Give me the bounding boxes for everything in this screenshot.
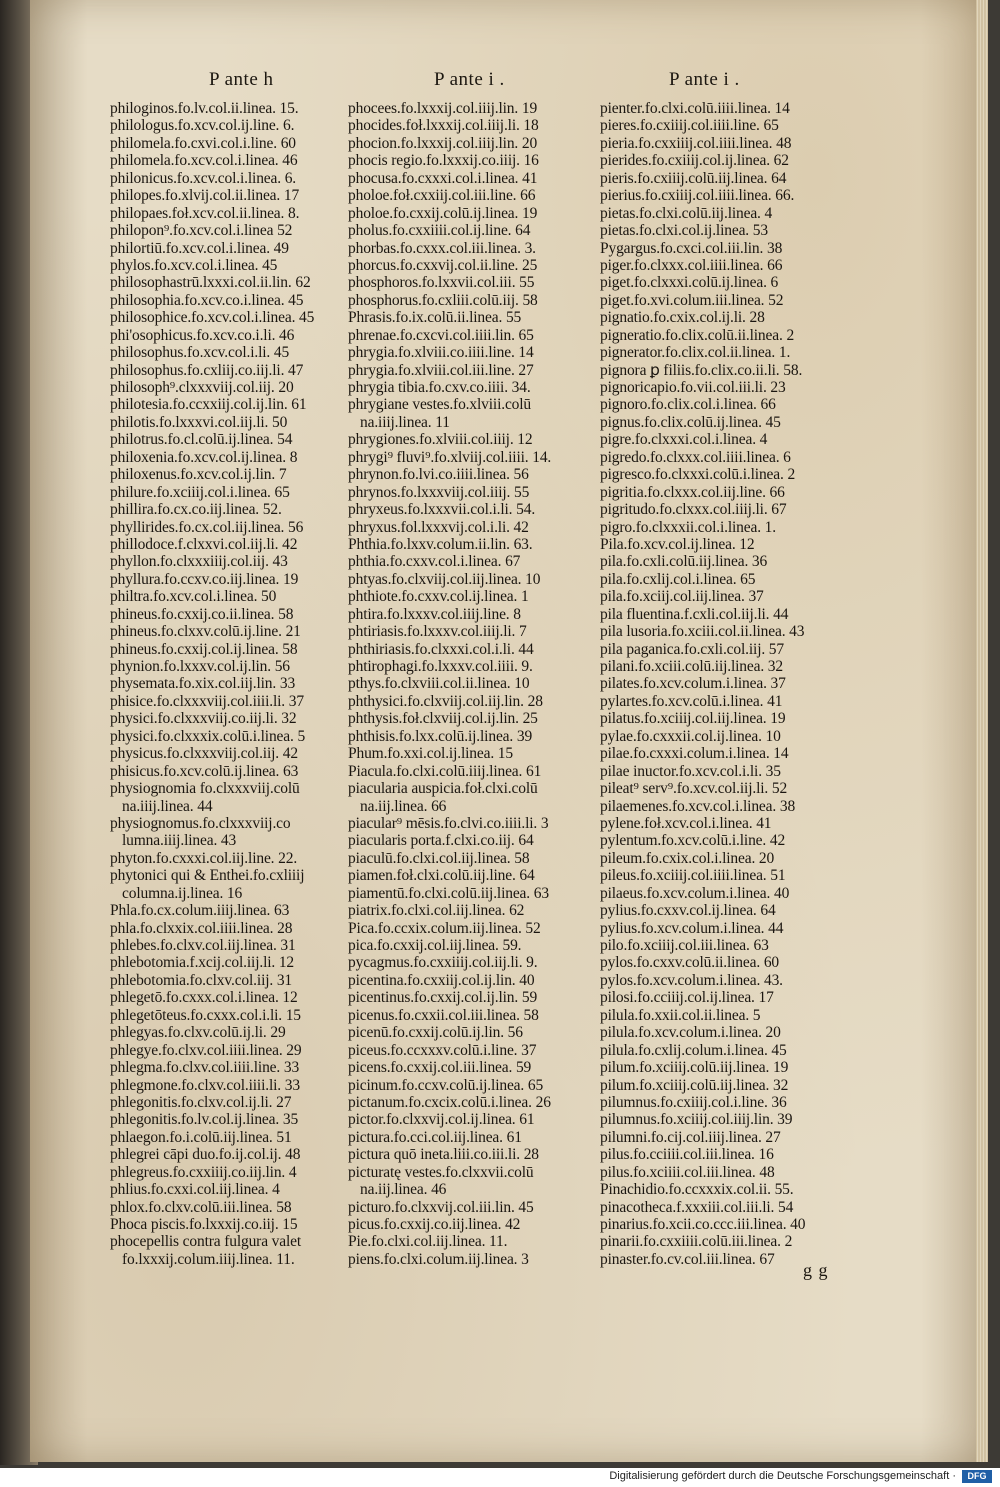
index-entry: phrynon.fo.lvi.co.iiii.linea. 56 (348, 466, 529, 484)
index-entry: pilula.fo.cxlij.colum.i.linea. 45 (600, 1041, 787, 1059)
index-entry: phyton.fo.cxxxi.col.iij.line. 22. (110, 849, 298, 867)
index-entry: phtyas.fo.clxviij.col.iij.linea. 10 (348, 570, 541, 588)
index-entry: piaculū.fo.clxi.col.iij.linea. 58 (348, 849, 530, 867)
index-entry: na.iiij.linea. 11 (360, 413, 450, 431)
index-entry: phryxus.fol.lxxxvij.col.i.li. 42 (348, 518, 529, 536)
index-entry: pictor.fo.clxxvij.col.ij.linea. 61 (348, 1111, 535, 1129)
index-entry: fo.lxxxij.colum.iiij.linea. 11. (122, 1250, 295, 1268)
index-entry: philopon⁹.fo.xcv.col.i.linea 52 (110, 222, 293, 240)
index-entry: phocepellis contra fulgura valet (110, 1233, 302, 1251)
index-entry: pienter.fo.clxi.colū.iiii.linea. 14 (600, 100, 790, 117)
index-entry: phlegyas.fo.clxv.colū.ij.li. 29 (110, 1024, 286, 1042)
index-entry: phorcus.fo.cxxvij.col.ii.line. 25 (348, 256, 538, 274)
index-entry: pylius.fo.xcv.colum.i.linea. 44 (600, 919, 784, 937)
page-edge (976, 0, 988, 1462)
index-entry: phlox.fo.clxv.colū.iii.linea. 58 (110, 1198, 292, 1216)
index-entry: pilo.fo.xciiij.col.iii.linea. 63 (600, 937, 769, 954)
index-entry: pignoro.fo.clix.col.i.linea. 66 (600, 396, 776, 414)
index-entry: philosophice.fo.xcv.col.i.linea. 45 (110, 309, 315, 327)
index-entry: na.iiij.linea. 44 (122, 797, 213, 815)
index-entry: pilae inuctor.fo.xcv.col.i.li. 35 (600, 762, 781, 780)
column-header-1: P ante h (209, 69, 274, 90)
index-entry: pylentum.fo.xcv.colū.i.line. 42 (600, 832, 786, 850)
index-entry: philoxenia.fo.xcv.col.ij.linea. 8 (110, 448, 298, 466)
index-entry: philonicus.fo.xcv.col.i.linea. 6. (110, 169, 297, 187)
index-entry: physemata.fo.xix.col.iij.lin. 33 (110, 675, 296, 693)
index-entry: pilaemenes.fo.xcv.col.i.linea. 38 (600, 797, 796, 815)
index-entry: pica.fo.cxxij.col.iij.linea. 59. (348, 937, 522, 954)
index-entry: philosophia.fo.xcv.co.i.linea. 45 (110, 291, 304, 309)
index-entry: pilumnus.fo.cxiiij.col.i.line. 36 (600, 1093, 787, 1111)
index-entry: phlegetōteus.fo.cxxx.col.i.li. 15 (110, 1006, 301, 1024)
index-entry: phylos.fo.xcv.col.i.linea. 45 (110, 256, 278, 274)
index-entry: pilum.fo.xciiij.colū.iij.linea. 32 (600, 1076, 789, 1094)
index-entry: phlegma.fo.clxv.col.iiii.line. 33 (110, 1059, 300, 1077)
index-entry: pila.fo.xciij.col.iij.linea. 37 (600, 588, 764, 606)
index-entry: pilates.fo.xcv.colum.i.linea. 37 (600, 675, 786, 693)
index-entry: picentina.fo.cxxiij.col.ij.lin. 40 (348, 971, 535, 989)
index-entry: phineus.fo.clxxv.colū.ij.line. 21 (110, 623, 301, 641)
index-entry: pileus.fo.xciiij.col.iiii.linea. 51 (600, 867, 786, 885)
index-entry: na.iij.linea. 66 (360, 797, 447, 815)
index-entry: Pie.fo.clxi.col.iij.linea. 11. (348, 1233, 508, 1251)
index-entry: philopaes.foł.xcv.col.ii.linea. 8. (110, 204, 300, 222)
index-entry: pholoe.fo.cxxij.colū.ij.linea. 19 (348, 204, 538, 222)
index-entry: phrygiane vestes.fo.xlviii.colū (348, 396, 532, 414)
index-entry: pylartes.fo.xcv.colū.i.linea. 41 (600, 692, 783, 710)
index-entry: picenus.fo.cxxii.col.iii.linea. 58 (348, 1006, 539, 1024)
index-entry: pilosi.fo.cciiij.col.ij.linea. 17 (600, 989, 774, 1007)
index-entry: pieres.fo.cxiiij.col.iiii.line. 65 (600, 117, 779, 135)
index-entry: philosophus.fo.cxliij.co.iij.li. 47 (110, 361, 304, 379)
index-entry: philopes.fo.xlvij.col.ii.linea. 17 (110, 187, 300, 205)
index-entry: columna.ij.linea. 16 (122, 884, 243, 902)
index-entry: pilatus.fo.xciiij.col.iij.linea. 19 (600, 710, 786, 728)
index-entry: Phthia.fo.lxxv.colum.ii.lin. 63. (348, 535, 533, 553)
index-entry: pylene.foł.xcv.col.i.linea. 41 (600, 814, 772, 832)
index-entry: phlegreus.fo.cxxiiij.co.iij.lin. 4 (110, 1163, 297, 1181)
index-entry: pylius.fo.cxxv.col.ij.linea. 64 (600, 902, 776, 920)
index-entry: pinarius.fo.xcii.co.ccc.iii.linea. 40 (600, 1216, 806, 1233)
index-entry: pigneratio.fo.clix.colū.ii.linea. 2 (600, 326, 795, 344)
index-entry: piamen.foł.clxi.colū.iij.line. 64 (348, 867, 535, 885)
index-entry: phillodoce.f.clxxvi.col.iij.li. 42 (110, 535, 298, 553)
index-entry: picturatę vestes.fo.clxxvii.colū (348, 1163, 534, 1181)
index-entry: phlegmone.fo.clxv.col.iiii.li. 33 (110, 1076, 300, 1094)
index-column-1 (110, 100, 365, 1268)
index-entry: phlegonitis.fo.clxv.col.ij.li. 27 (110, 1093, 292, 1111)
index-entry: phlius.fo.cxxi.col.iij.linea. 4 (110, 1181, 280, 1199)
index-entry: phisicus.fo.xcv.colū.ij.linea. 63 (110, 762, 299, 780)
index-entry: pycagmus.fo.cxxiiij.col.iij.li. 9. (348, 954, 538, 972)
index-entry: pylae.fo.cxxxii.col.ij.linea. 10 (600, 727, 781, 745)
index-entry: pignoricapio.fo.vii.col.iii.li. 23 (600, 379, 786, 396)
index-entry: piatrix.fo.clxi.col.iij.linea. 62 (348, 902, 525, 920)
index-entry: pilula.fo.xcv.colum.i.linea. 20 (600, 1024, 781, 1042)
index-entry: phrynos.fo.lxxxviij.col.iiij. 55 (348, 483, 530, 501)
index-entry: phthia.fo.cxxv.col.i.linea. 67 (348, 553, 521, 571)
signature-mark: g g (803, 1260, 829, 1280)
index-entry: phlebotomia.f.xcij.col.iij.li. 12 (110, 954, 295, 972)
index-entry: pylos.fo.xcv.colum.i.linea. 43. (600, 971, 783, 989)
index-entry: piger.fo.clxxx.col.iiii.linea. 66 (600, 256, 783, 274)
index-entry: phlaegon.fo.i.colū.iij.linea. 51 (110, 1128, 292, 1146)
index-entry: pigro.fo.clxxxii.col.i.linea. 1. (600, 518, 776, 536)
index-entry: philomela.fo.xcv.col.i.linea. 46 (110, 152, 298, 170)
index-entry: piacular⁹ mēsis.fo.clvi.co.iiii.li. 3 (348, 814, 549, 832)
dfg-logo: DFG (962, 1470, 992, 1483)
index-entry: pileat⁹ serv⁹.fo.xcv.col.iij.li. 52 (600, 780, 788, 798)
index-entry: pholus.fo.cxxiiii.col.ij.line. 64 (348, 222, 531, 240)
book-page (30, 0, 988, 1462)
index-entry: philortiū.fo.xcv.col.i.linea. 49 (110, 239, 289, 257)
index-entry: phlegonitis.fo.lv.col.ij.linea. 35 (110, 1111, 299, 1129)
index-entry: pila paganica.fo.cxli.col.iij. 57 (600, 640, 785, 658)
index-entry: phocion.fo.lxxxij.col.iiij.lin. 20 (348, 134, 538, 152)
index-entry: picens.fo.cxxij.col.iii.linea. 59 (348, 1059, 532, 1077)
index-entry: physiognomus.fo.clxxxviij.co (110, 814, 291, 832)
index-entry: pilaeus.fo.xcv.colum.i.linea. 40 (600, 884, 790, 902)
index-entry: phrygia.fo.xlviii.co.iiii.line. 14 (348, 344, 534, 362)
index-entry: phthisis.fo.lxx.colū.ij.linea. 39 (348, 727, 533, 745)
index-entry: philoginos.fo.lv.col.ii.linea. 15. (110, 100, 299, 117)
index-entry: phrygi⁹ fluvi⁹.fo.xlviij.col.iiii. 14. (348, 448, 552, 466)
index-entry: phrenae.fo.cxcvi.col.iiii.lin. 65 (348, 326, 534, 344)
index-entry: phthysis.foł.clxviij.col.ij.lin. 25 (348, 710, 538, 728)
index-entry: pigritudo.fo.clxxx.col.iiij.li. 67 (600, 501, 787, 519)
index-entry: piget.fo.xvi.colum.iii.linea. 52 (600, 291, 784, 309)
index-entry: philoxenus.fo.xcv.col.ij.lin. 7 (110, 466, 287, 484)
index-entry: Pinachidio.fo.ccxxxix.col.ii. 55. (600, 1181, 794, 1199)
column-header-3: P ante i . (669, 69, 740, 90)
index-entry: philtra.fo.xcv.col.i.linea. 50 (110, 588, 277, 606)
index-entry: phytonici qui & Enthei.fo.cxliiij (110, 867, 305, 885)
index-entry: phrygiones.fo.xlviii.col.iiij. 12 (348, 431, 533, 449)
index-entry: pietas.fo.clxi.colū.iij.linea. 4 (600, 204, 773, 222)
index-entry: pictura.fo.cci.col.iij.linea. 61 (348, 1128, 522, 1146)
index-column-3 (600, 100, 855, 1268)
index-entry: phocides.foł.lxxxij.col.iiij.li. 18 (348, 117, 539, 135)
index-entry: pila.fo.cxlij.col.i.linea. 65 (600, 570, 756, 588)
index-entry: pila fluentina.f.cxli.col.iij.li. 44 (600, 605, 789, 623)
index-entry: phynion.fo.lxxxv.col.ij.lin. 56 (110, 658, 290, 675)
index-entry: Pica.fo.ccxix.colum.iij.linea. 52 (348, 919, 541, 937)
index-entry: picenū.fo.cxxij.colū.ij.lin. 56 (348, 1024, 523, 1042)
index-entry: philosophastrū.lxxxi.col.ii.lin. 62 (110, 274, 311, 292)
index-entry: pilula.fo.xxii.col.ii.linea. 5 (600, 1006, 761, 1024)
index-entry: pictura quō ineta.liii.co.iii.li. 28 (348, 1146, 539, 1164)
footer-text: Digitalisierung gefördert durch die Deutsche Forschungsgemeinschaft · (609, 1470, 956, 1482)
index-entry: piacularis porta.f.clxi.co.iij. 64 (348, 832, 534, 850)
index-entry: phi'osophicus.fo.xcv.co.i.li. 46 (110, 326, 295, 344)
index-entry: physiognomia fo.clxxxviij.colū (110, 780, 300, 798)
index-entry: phlebotomia.fo.clxv.col.iij. 31 (110, 971, 293, 989)
index-entry: pignus.fo.clix.colū.ij.linea. 45 (600, 413, 781, 431)
index-entry: phryxeus.fo.lxxxvii.col.i.li. 54. (348, 501, 536, 519)
index-entry: physici.fo.clxxxviij.co.iij.li. 32 (110, 710, 297, 728)
index-entry: pylos.fo.cxxv.colū.ii.linea. 60 (600, 954, 780, 972)
index-entry: pigresco.fo.clxxxi.colū.i.linea. 2 (600, 466, 796, 484)
index-entry: piacularia auspicia.foł.clxi.colū (348, 780, 538, 798)
index-entry: phillira.fo.cx.co.iij.linea. 52. (110, 501, 282, 519)
index-entry: picentinus.fo.cxxij.col.ij.lin. 59 (348, 989, 538, 1007)
index-entry: phosphoros.fo.lxxvii.col.iii. 55 (348, 274, 535, 292)
index-entry: Phrasis.fo.ix.colū.ii.linea. 55 (348, 309, 522, 327)
index-entry: phocees.fo.lxxxij.col.iiij.lin. 19 (348, 100, 538, 117)
index-entry: philotis.fo.lxxxvi.col.iij.li. 50 (110, 413, 288, 431)
index-entry: philosophus.fo.xcv.col.i.li. 45 (110, 344, 290, 362)
index-entry: pieria.fo.cxxiiij.col.iiii.linea. 48 (600, 134, 792, 152)
index-entry: picinum.fo.ccxv.colū.ij.linea. 65 (348, 1076, 544, 1094)
index-entry: pierius.fo.cxiiij.col.iiii.linea. 66. (600, 187, 795, 205)
index-entry: picturo.fo.clxxvij.col.iii.lin. 45 (348, 1198, 534, 1216)
index-entry: piceus.fo.ccxxxv.colū.i.line. 37 (348, 1041, 537, 1059)
index-entry: Pila.fo.xcv.col.ij.linea. 12 (600, 535, 755, 553)
index-entry: pignerator.fo.clix.col.ii.linea. 1. (600, 344, 791, 362)
index-entry: Piacula.fo.clxi.colū.iiij.linea. 61 (348, 762, 542, 780)
index-entry: philosoph⁹.clxxxviij.col.iij. 20 (110, 379, 294, 396)
index-entry: phtiriasis.fo.lxxxv.col.iiij.li. 7 (348, 623, 527, 641)
index-entry: pthys.fo.clxviii.col.ii.linea. 10 (348, 675, 530, 693)
index-entry: philologus.fo.xcv.col.ij.line. 6. (110, 117, 295, 135)
index-entry: phtira.fo.lxxxv.col.iiij.line. 8 (348, 605, 521, 623)
index-entry: pinarii.fo.cxxiiii.colū.iii.linea. 2 (600, 1233, 793, 1251)
index-entry: Phoca piscis.fo.lxxxij.co.iij. 15 (110, 1216, 298, 1233)
index-entry: Pygargus.fo.cxci.col.iii.lin. 38 (600, 239, 783, 257)
index-entry: pholoe.foł.cxxiij.col.iii.line. 66 (348, 187, 536, 205)
index-entry: phineus.fo.cxxij.co.ii.linea. 58 (110, 605, 294, 623)
index-entry: physici.fo.clxxxix.colū.i.linea. 5 (110, 727, 306, 745)
index-entry: pila.fo.cxli.colū.iij.linea. 36 (600, 553, 768, 571)
index-entry: pictanum.fo.cxcix.colū.i.linea. 26 (348, 1093, 551, 1111)
index-entry: piens.fo.clxi.colum.iij.linea. 3 (348, 1250, 529, 1268)
index-entry: pinacotheca.f.xxxiii.col.iii.li. 54 (600, 1198, 794, 1216)
index-entry: phthysici.fo.clxviij.col.iij.lin. 28 (348, 692, 543, 710)
index-entry: phisice.fo.clxxxviij.col.iiii.li. 37 (110, 692, 304, 710)
index-entry: phyllirides.fo.cx.col.iij.linea. 56 (110, 518, 304, 536)
index-entry: phosphorus.fo.cxliii.colū.iij. 58 (348, 291, 538, 309)
index-entry: pieris.fo.cxiiij.colū.iij.linea. 64 (600, 169, 787, 187)
index-entry: pilus.fo.cciiii.col.iii.linea. 16 (600, 1146, 774, 1164)
index-entry: philotesia.fo.ccxxiij.col.ij.lin. 61 (110, 396, 307, 414)
index-entry: philure.fo.xciiij.col.i.linea. 65 (110, 483, 290, 501)
index-entry: pignora ꝑ filiis.fo.clix.co.ii.li. 58. (600, 361, 803, 379)
index-entry: Phla.fo.cx.colum.iiij.linea. 63 (110, 902, 290, 920)
digitization-footer (0, 1468, 1000, 1487)
index-entry: phlebes.fo.clxv.col.iij.linea. 31 (110, 937, 296, 954)
index-entry: na.iij.linea. 46 (360, 1181, 447, 1199)
index-entry: pigritia.fo.clxxx.col.iij.line. 66 (600, 483, 785, 501)
index-entry: phthiriasis.fo.clxxxi.col.i.li. 44 (348, 640, 534, 658)
index-entry: pierides.fo.cxiiij.col.ij.linea. 62 (600, 152, 789, 170)
index-entry: pilum.fo.xciiij.colū.iij.linea. 19 (600, 1059, 789, 1077)
index-entry: pignatio.fo.cxix.col.ij.li. 28 (600, 309, 765, 327)
index-entry: phla.fo.clxxix.col.iiii.linea. 28 (110, 919, 293, 937)
index-entry: phlegetō.fo.cxxx.col.i.linea. 12 (110, 989, 298, 1007)
index-entry: pigre.fo.clxxxi.col.i.linea. 4 (600, 431, 768, 449)
index-entry: phocis regio.fo.lxxxij.co.iiij. 16 (348, 152, 539, 170)
index-entry: pila lusoria.fo.xciii.col.ii.linea. 43 (600, 623, 805, 641)
index-entry: picus.fo.cxxij.co.iij.linea. 42 (348, 1216, 521, 1233)
index-entry: phyllura.fo.ccxv.co.iij.linea. 19 (110, 570, 299, 588)
index-entry: phthiote.fo.cxxv.col.ij.linea. 1 (348, 588, 529, 606)
index-entry: phyllon.fo.clxxxiiij.col.iij. 43 (110, 553, 288, 571)
index-entry: Phum.fo.xxi.col.ij.linea. 15 (348, 745, 513, 763)
index-entry: lumna.iiij.linea. 43 (122, 832, 237, 850)
index-entry: piamentū.fo.clxi.colū.iij.linea. 63 (348, 884, 549, 902)
column-header-2: P ante i . (434, 69, 505, 90)
index-entry: phrygia.fo.xlviii.col.iii.line. 27 (348, 361, 534, 379)
index-entry: phineus.fo.cxxij.col.ij.linea. 58 (110, 640, 298, 658)
index-entry: phlegrei cāpi duo.fo.ij.col.ij. 48 (110, 1146, 301, 1164)
index-entry: pigredo.fo.clxxx.col.iiii.linea. 6 (600, 448, 791, 466)
index-entry: phtirophagi.fo.lxxxv.col.iiii. 9. (348, 658, 533, 675)
index-entry: phlegye.fo.clxv.col.iiii.linea. 29 (110, 1041, 302, 1059)
index-entry: pilani.fo.xciii.colū.iij.linea. 32 (600, 658, 784, 675)
index-entry: pilumnus.fo.xciiij.col.iiij.lin. 39 (600, 1111, 793, 1129)
index-entry: phrygia tibia.fo.cxv.co.iiii. 34. (348, 379, 531, 396)
index-column-2 (348, 100, 603, 1268)
index-entry: pileum.fo.cxix.col.i.linea. 20 (600, 849, 775, 867)
index-entry: philomela.fo.cxvi.col.i.line. 60 (110, 134, 296, 152)
index-entry: pilumni.fo.cij.col.iiij.linea. 27 (600, 1128, 781, 1146)
index-entry: pilus.fo.xciiii.col.iii.linea. 48 (600, 1163, 775, 1181)
index-entry: philotrus.fo.cl.colū.ij.linea. 54 (110, 431, 293, 449)
index-entry: physicus.fo.clxxxviij.col.iij. 42 (110, 745, 298, 763)
index-entry: pilae.fo.cxxxi.colum.i.linea. 14 (600, 745, 789, 763)
index-entry: pinaster.fo.cv.col.iii.linea. 67 (600, 1250, 775, 1268)
index-entry: phorbas.fo.cxxx.col.iii.linea. 3. (348, 239, 536, 257)
index-entry: pietas.fo.clxi.col.ij.linea. 53 (600, 222, 768, 240)
index-entry: phocusa.fo.cxxxi.col.i.linea. 41 (348, 169, 538, 187)
index-entry: piget.fo.clxxxi.colū.ij.linea. 6 (600, 274, 779, 292)
